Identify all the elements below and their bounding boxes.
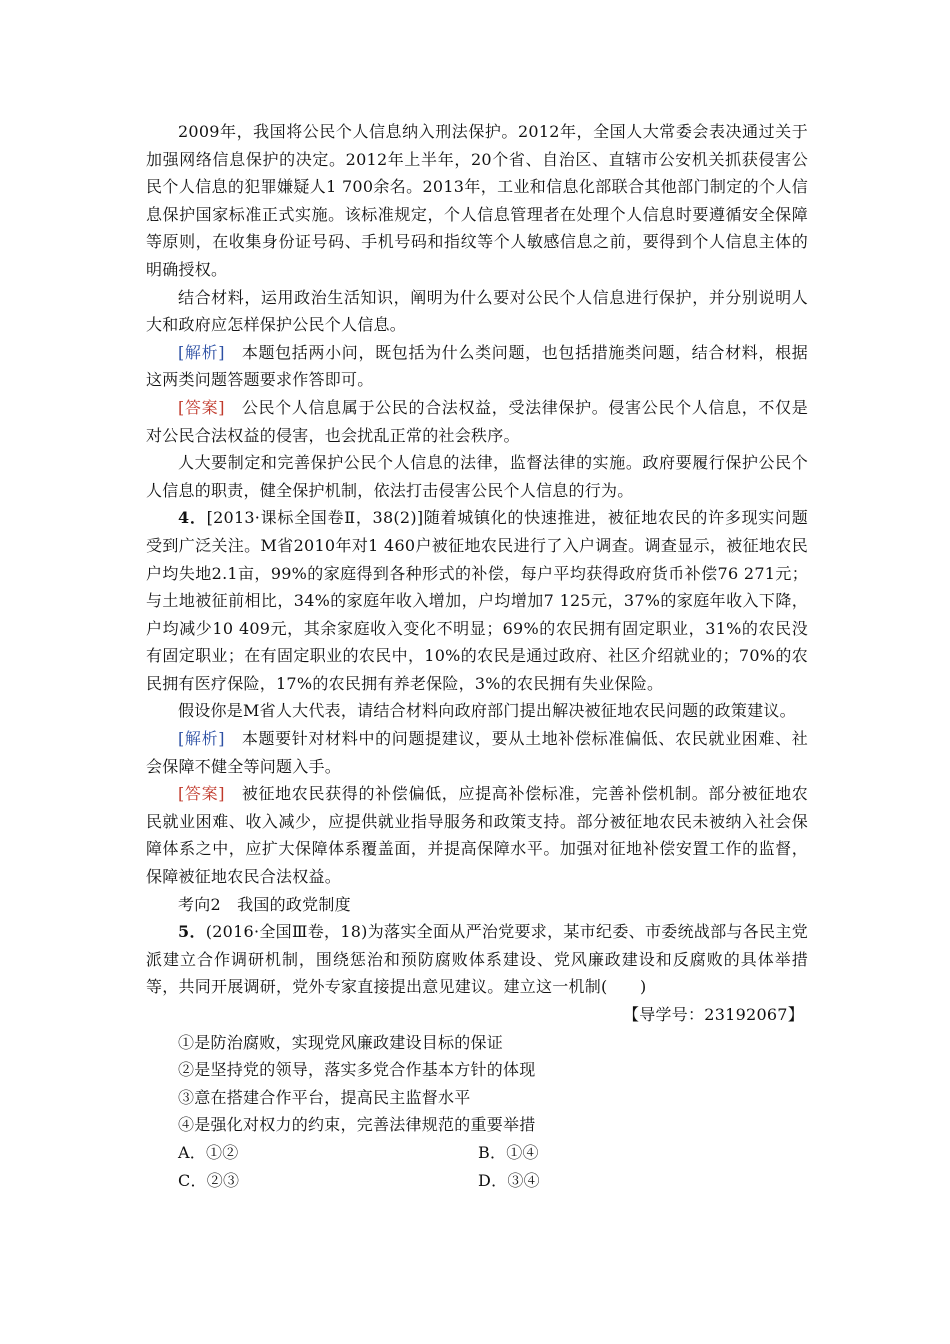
choice-b: B．①④ bbox=[478, 1142, 539, 1162]
section-heading: 考向2 我国的政党制度 bbox=[178, 894, 351, 914]
answer-block bbox=[146, 780, 808, 890]
analysis-tag: [解析] bbox=[178, 729, 225, 749]
question-4 bbox=[146, 504, 808, 697]
guide-number: 【导学号：23192067】 bbox=[623, 1005, 804, 1024]
choice-a: A．①② bbox=[178, 1142, 239, 1162]
analysis-text: 本题包括两小问，既包括为什么类问题，也包括措施类问题，结合材料，根据这两类问题答题要求作答即可。 bbox=[146, 342, 808, 390]
choice-row bbox=[146, 1167, 808, 1195]
choice-d: D．③④ bbox=[478, 1170, 540, 1190]
analysis-block bbox=[146, 339, 808, 394]
question-5-stem: (2016·全国Ⅲ卷，18)为落实全面从严治党要求，某市纪委、市委统战部与各民主党派建立合作调研机制，围绕惩治和预防腐败体系建设、党风廉政建设和反腐败的具体举措等，共同开展调研，党外专家直接提出意见建议。建立这一机制( ) bbox=[146, 922, 808, 997]
choice-row bbox=[146, 1139, 808, 1167]
question-prompt: 结合材料，运用政治生活知识，阐明为什么要对公民个人信息进行保护，并分别说明人大和政府应怎样保护公民个人信息。 bbox=[146, 287, 808, 335]
choice-c: C．②③ bbox=[178, 1170, 240, 1190]
statement-option: ①是防治腐败，实现党风廉政建设目标的保证 bbox=[178, 1032, 504, 1052]
question-4-text: [2013·课标全国卷Ⅱ，38(2)]随着城镇化的快速推进，被征地农民的许多现实问题受到广泛关注。M省2010年对1 460户被征地农民进行了入户调查。调查显示，被征地农民户均失地2.1亩，99%的家庭得到各种形式的补偿，每户平均获得政府货币补偿76 271元；与土地被征前相比，34%的家庭年收入增加，户均增加7 125元，37%的家庭年收入下降，户均减少10 409元，其余家庭收入变化不明显；69%的农民拥有固定职业，31%的农民没有固定职业；在有固定职业的农民中，10%的农民是通过政府、社区介绍就业的；70%的农民拥有医疗保险，17%的农民拥有养老保险，3%的农民拥有失业保险。 bbox=[146, 508, 808, 693]
answer-tag: [答案] bbox=[178, 397, 225, 417]
statement-option: ②是坚持党的领导，落实多党合作基本方针的体现 bbox=[178, 1060, 536, 1080]
answer-text: 公民个人信息属于公民的合法权益，受法律保护。侵害公民个人信息，不仅是对公民合法权益的侵害，也会扰乱正常的社会秩序。 bbox=[146, 397, 808, 445]
question-4-prompt: 假设你是M省人大代表，请结合材料向政府部门提出解决被征地农民问题的政策建议。 bbox=[178, 701, 796, 721]
material-paragraph: 2009年，我国将公民个人信息纳入刑法保护。2012年，全国人大常委会表决通过关于加强网络信息保护的决定。2012年上半年，20个省、自治区、直辖市公安机关抓获侵害公民个人信息的犯罪嫌疑人1 700余名。2013年，工业和信息化部联合其他部门制定的个人信息保护国家标准正式实施。该标准规定，个人信息管理者在处理个人信息时要遵循安全保障等原则，在收集身份证号码、手机号码和指纹等个人敏感信息之前，要得到个人信息主体的明确授权。 bbox=[146, 122, 808, 279]
analysis-block bbox=[146, 725, 808, 780]
answer-block bbox=[146, 394, 808, 449]
statement-option: ④是强化对权力的约束，完善法律规范的重要举措 bbox=[178, 1115, 536, 1135]
analysis-text: 本题要针对材料中的问题提建议，要从土地补偿标准偏低、农民就业困难、社会保障不健全等问题入手。 bbox=[146, 729, 808, 776]
statement-option: ③意在搭建合作平台，提高民主监督水平 bbox=[178, 1087, 471, 1107]
question-number: 5． bbox=[178, 922, 206, 942]
answer-text: 被征地农民获得的补偿偏低，应提高补偿标准，完善补偿机制。部分被征地农民就业困难、收入减少，应提供就业指导服务和政策支持。部分被征地农民未被纳入社会保障体系之中，应扩大保障体系覆盖面，并提高保障水平。加强对征地补偿安置工作的监督，保障被征地农民合法权益。 bbox=[146, 784, 808, 887]
question-5 bbox=[146, 918, 808, 1001]
question-number: 4． bbox=[178, 508, 207, 528]
analysis-tag: [解析] bbox=[178, 342, 225, 362]
document-page bbox=[146, 118, 808, 1194]
answer-continuation: 人大要制定和完善保护公民个人信息的法律，监督法律的实施。政府要履行保护公民个人信息的职责，健全保护机制，依法打击侵害公民个人信息的行为。 bbox=[146, 453, 808, 500]
answer-tag: [答案] bbox=[178, 784, 225, 804]
